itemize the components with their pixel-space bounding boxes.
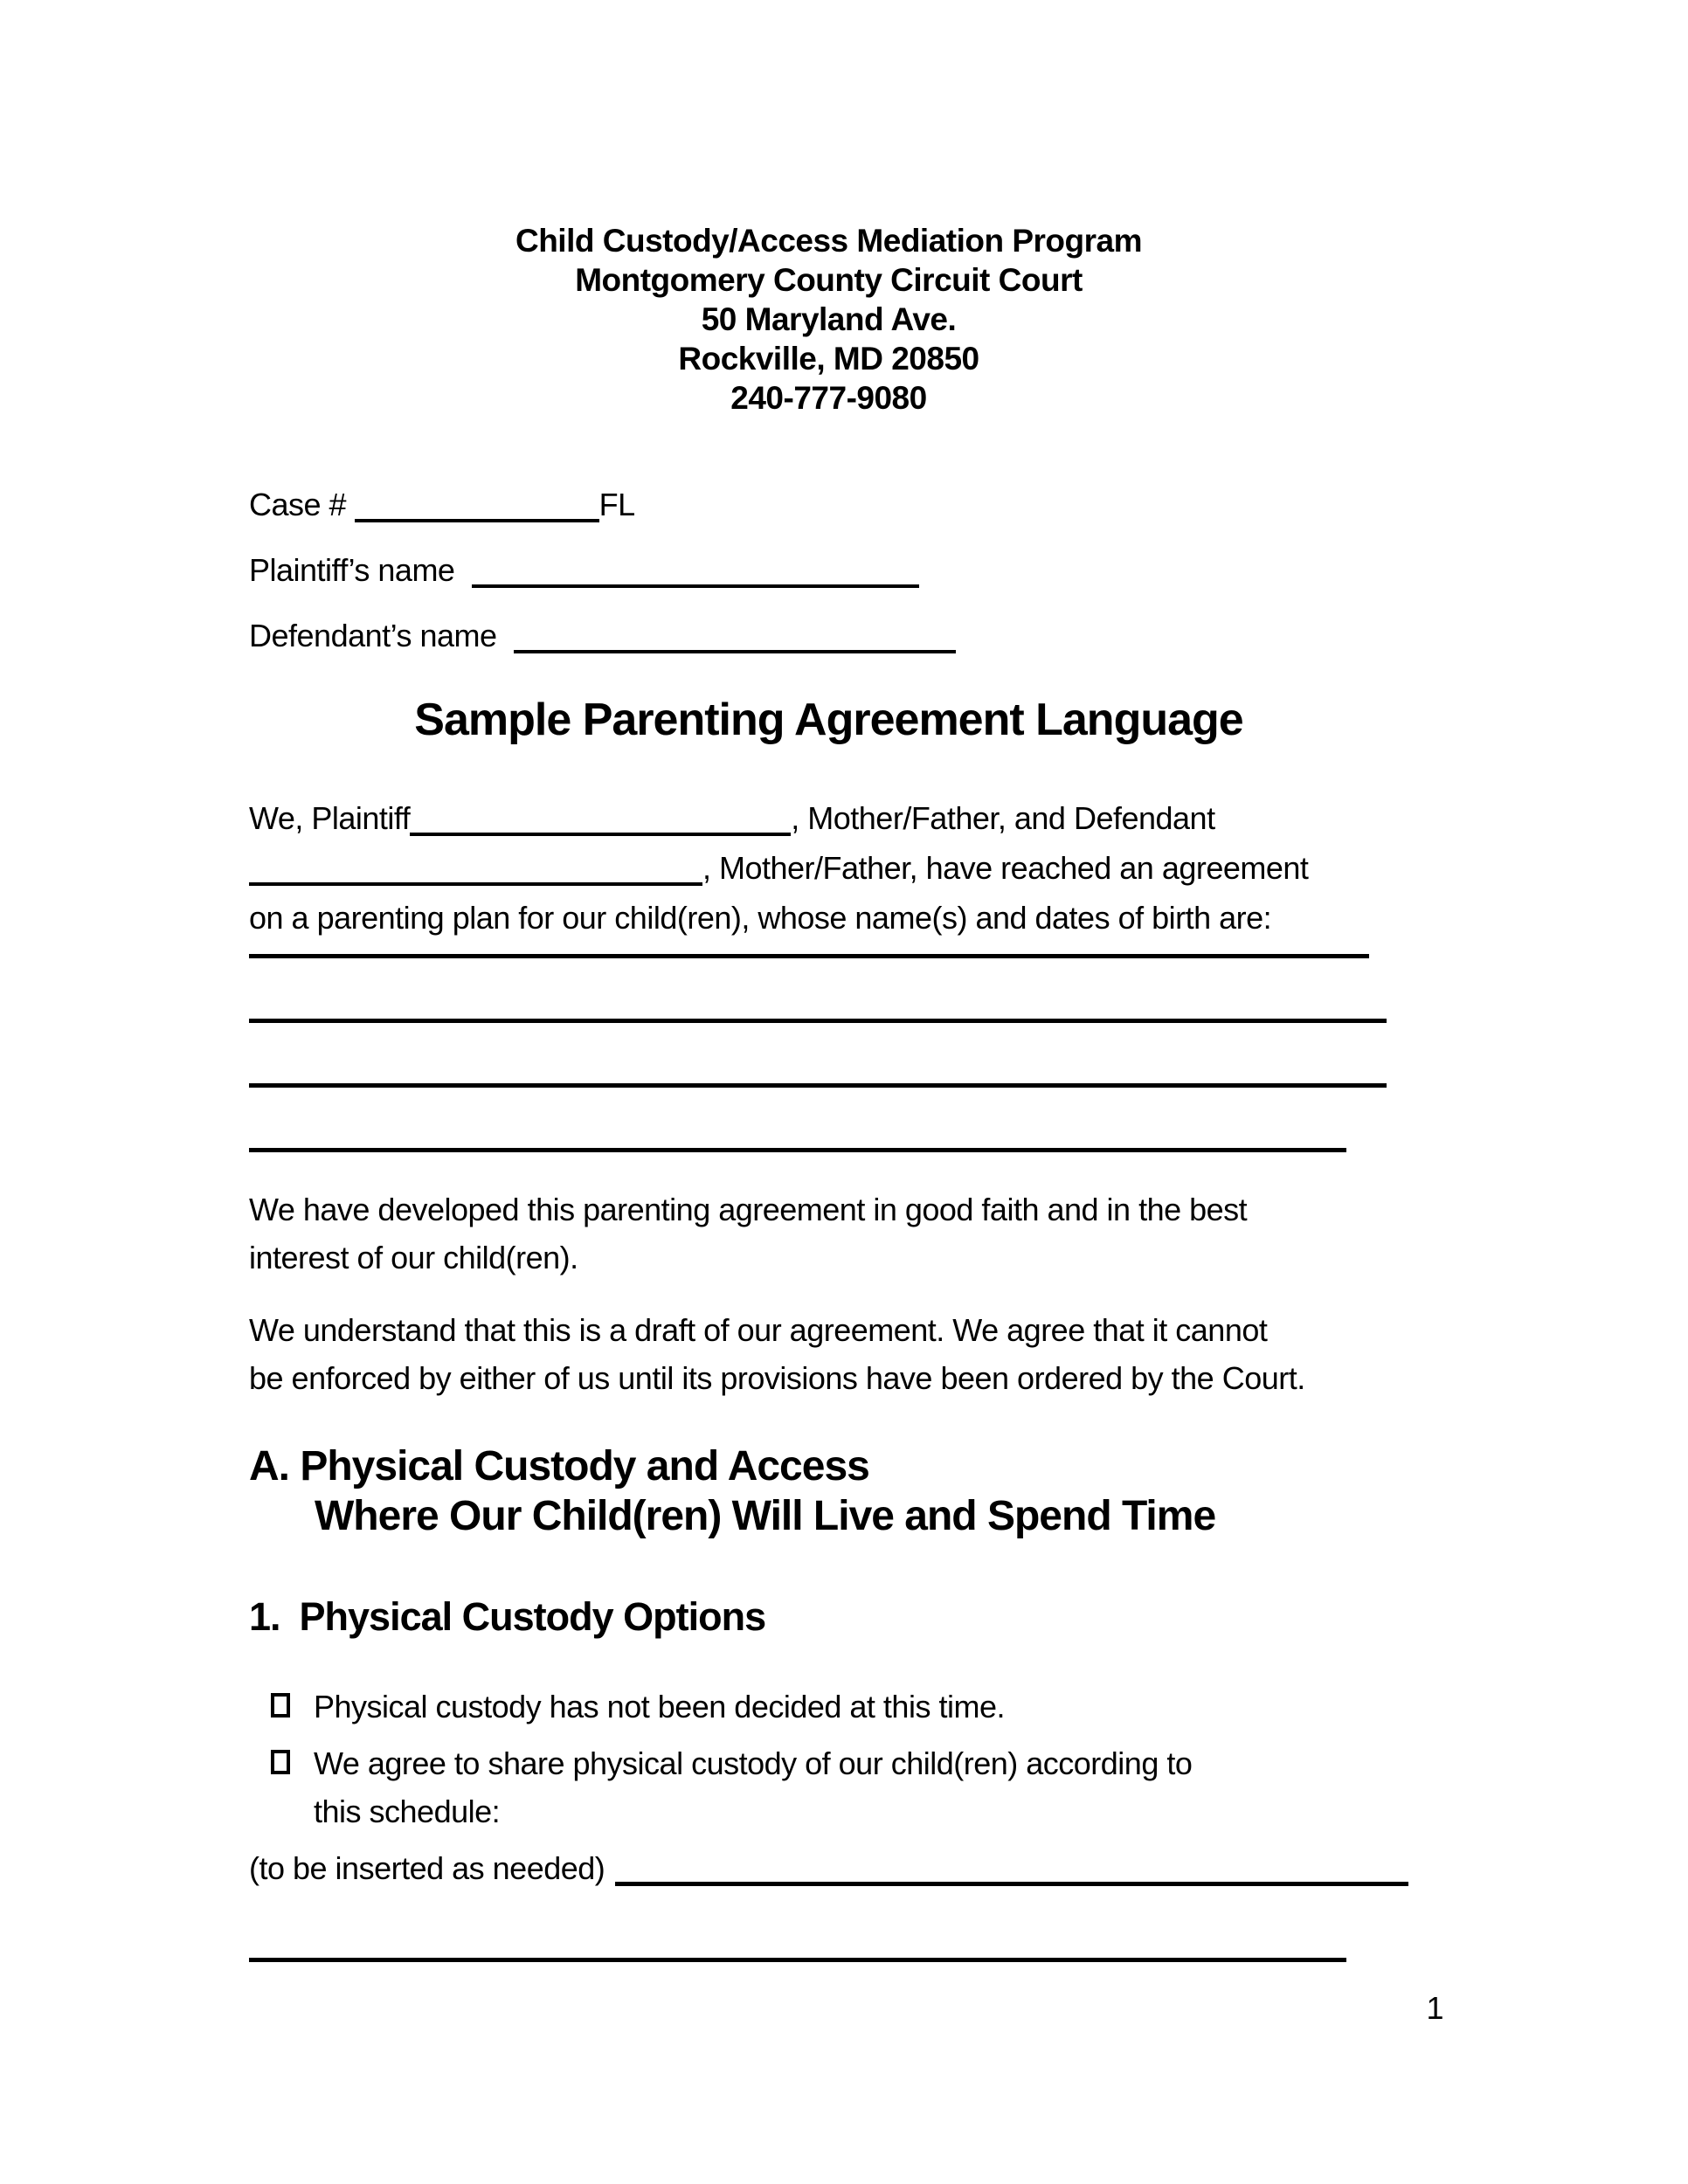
intro-line2-post: , Mother/Father, have reached an agreement xyxy=(702,850,1309,886)
defendant-name-field[interactable] xyxy=(514,650,956,653)
page-title: Sample Parenting Agreement Language xyxy=(414,695,1243,745)
option-share-custody-label xyxy=(314,1739,1192,1835)
case-number-suffix: FL xyxy=(598,487,635,522)
case-number-row xyxy=(249,485,1408,524)
subsection-1-heading xyxy=(249,1595,1408,1639)
children-names-line-4[interactable] xyxy=(249,1088,1346,1152)
draft-notice-line2: be enforced by either of us until its provisions have been ordered by the Court. xyxy=(249,1360,1305,1396)
intro-line1-pre: We, Plaintiff xyxy=(249,800,411,836)
insert-note-label: (to be inserted as needed) xyxy=(249,1850,605,1886)
section-a-heading xyxy=(249,1441,1408,1541)
defendant-name-label: Defendant’s name xyxy=(249,618,497,653)
plaintiff-name-row xyxy=(249,550,1408,590)
intro-line3: on a parenting plan for our child(ren), whose name(s) and dates of birth are: xyxy=(249,900,1272,936)
option-custody-not-decided-label: Physical custody has not been decided at this time. xyxy=(314,1689,1005,1724)
children-names-lines xyxy=(249,943,1408,1152)
letterhead-court: Montgomery County Circuit Court xyxy=(575,262,1083,298)
schedule-line-2[interactable] xyxy=(249,1927,1346,1962)
schedule-line-1[interactable] xyxy=(615,1844,1408,1886)
children-names-line-2[interactable] xyxy=(249,958,1387,1023)
draft-notice-paragraph xyxy=(249,1306,1408,1402)
option-share-custody-line2: this schedule: xyxy=(314,1794,501,1829)
option-custody-not-decided xyxy=(249,1683,1408,1731)
case-number-label: Case # xyxy=(249,487,347,522)
option-share-custody xyxy=(249,1739,1408,1835)
subsection-1-title: Physical Custody Options xyxy=(299,1594,766,1639)
good-faith-line2: interest of our child(ren). xyxy=(249,1240,578,1275)
children-names-line-1[interactable] xyxy=(249,943,1369,958)
page-number: 1 xyxy=(1426,1990,1443,2026)
draft-notice-line1: We understand that this is a draft of our agreement. We agree that it cannot xyxy=(249,1312,1268,1348)
section-a-line2: Where Our Child(ren) Will Live and Spend Time xyxy=(315,1493,1216,1539)
plaintiff-name-field[interactable] xyxy=(472,584,919,588)
letterhead-phone: 240-777-9080 xyxy=(730,380,927,416)
intro-line1-post: , Mother/Father, and Defendant xyxy=(791,800,1215,836)
children-names-line-3[interactable] xyxy=(249,1023,1387,1088)
section-a-line1: A. Physical Custody and Access xyxy=(249,1443,869,1489)
good-faith-paragraph xyxy=(249,1185,1408,1282)
insert-note-row xyxy=(249,1844,1408,1892)
plaintiff-blank-field[interactable] xyxy=(410,833,791,836)
defendant-name-row xyxy=(249,616,1408,655)
good-faith-line1: We have developed this parenting agreement in good faith and in the best xyxy=(249,1192,1248,1227)
plaintiff-name-label: Plaintiff’s name xyxy=(249,552,455,588)
intro-paragraph xyxy=(249,793,1408,943)
defendant-blank-field[interactable] xyxy=(249,882,702,886)
letterhead-address: 50 Maryland Ave. xyxy=(701,301,957,337)
letterhead-city: Rockville, MD 20850 xyxy=(678,341,979,377)
case-info xyxy=(249,485,1408,655)
letterhead-program: Child Custody/Access Mediation Program xyxy=(515,223,1143,259)
option-share-custody-line1: We agree to share physical custody of our child(ren) according to xyxy=(314,1745,1193,1781)
checkbox-custody-not-decided[interactable] xyxy=(271,1693,290,1717)
letterhead xyxy=(249,0,1408,418)
subsection-1-number: 1. xyxy=(249,1594,280,1639)
checkbox-share-custody[interactable] xyxy=(271,1750,290,1774)
case-number-field[interactable] xyxy=(355,519,599,522)
